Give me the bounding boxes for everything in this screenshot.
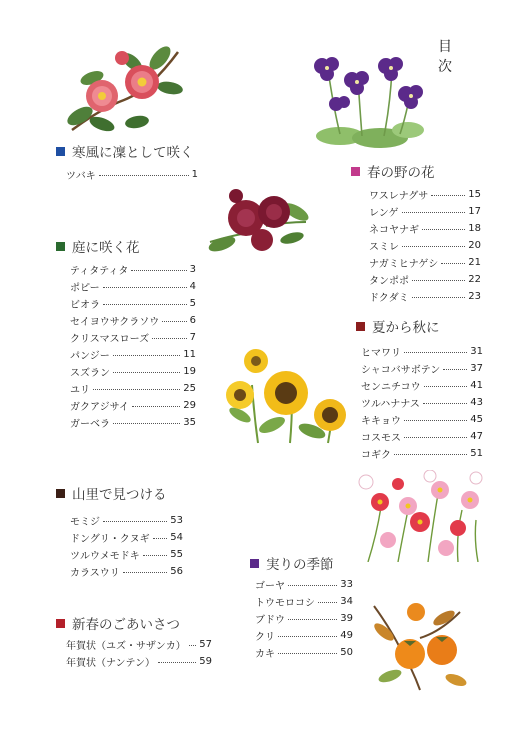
christmas-rose-illustration (206, 182, 312, 262)
toc-entry[interactable]: スズラン 19 (70, 366, 196, 379)
toc-entry[interactable]: トウモロコシ 34 (255, 596, 353, 609)
section-title: 庭に咲く花 (72, 240, 140, 256)
toc-entry[interactable]: コギク 51 (361, 448, 483, 461)
toc-entry[interactable]: カラスウリ 56 (70, 566, 183, 579)
toc-entry[interactable]: モミジ 53 (70, 515, 183, 528)
section-marker-magenta (351, 167, 360, 176)
toc-entry[interactable]: センニチコウ 41 (361, 380, 483, 393)
section-garden (56, 237, 196, 431)
toc-entry[interactable]: ユリ 25 (70, 383, 196, 396)
toc-entry[interactable]: ガクアジサイ 29 (70, 400, 196, 413)
section-winter (56, 142, 198, 183)
cosmos-illustration (358, 470, 486, 562)
toc-entry[interactable]: ポピー 4 (70, 281, 196, 294)
section-title: 新春のごあいさつ (72, 617, 180, 633)
toc-entry[interactable]: ナガミヒナゲシ 21 (369, 257, 481, 270)
toc-entry[interactable]: クリ 49 (255, 630, 353, 643)
section-marker-blue (56, 147, 65, 156)
toc-entry[interactable]: クリスマスローズ 7 (70, 332, 196, 345)
section-marker-maroon (356, 322, 365, 331)
toc-entry[interactable]: パンジー 11 (70, 349, 196, 362)
section-countryside (56, 484, 183, 580)
violet-illustration (300, 50, 432, 152)
toc-entry[interactable]: シャコバサボテン 37 (361, 363, 483, 376)
section-title: 山里で見つける (72, 487, 167, 503)
section-marker-red (56, 619, 65, 628)
toc-entry[interactable]: カキ 50 (255, 647, 353, 660)
section-new-year (56, 614, 212, 670)
section-title: 春の野の花 (367, 165, 435, 181)
section-harvest (250, 554, 353, 661)
toc-entry[interactable]: コスモス 47 (361, 431, 483, 444)
toc-entry[interactable]: 年賀状（ユズ・サザンカ） 57 (66, 639, 212, 652)
persimmon-illustration (360, 598, 476, 694)
toc-entry[interactable]: ワスレナグサ 15 (369, 189, 481, 202)
toc-entry[interactable]: キキョウ 45 (361, 414, 483, 427)
page-title: 目 次 (438, 39, 494, 75)
toc-entry[interactable]: ブドウ 39 (255, 613, 353, 626)
toc-entry[interactable]: セイヨウサクラソウ 6 (70, 315, 196, 328)
toc-entry[interactable]: タンポポ 22 (369, 274, 481, 287)
toc-entry[interactable]: ツバキ 1 (66, 169, 198, 182)
toc-entry[interactable]: ネコヤナギ 18 (369, 223, 481, 236)
toc-entry[interactable]: ビオラ 5 (70, 298, 196, 311)
camellia-illustration (62, 38, 186, 140)
toc-entry[interactable]: ティタティタ 3 (70, 264, 196, 277)
toc-entry[interactable]: スミレ 20 (369, 240, 481, 253)
toc-entry[interactable]: ゴーヤ 33 (255, 579, 353, 592)
section-marker-green (56, 242, 65, 251)
section-marker-dark-brown (56, 489, 65, 498)
section-summer-autumn (356, 317, 483, 462)
section-title: 夏から秋に (372, 320, 440, 336)
toc-entry[interactable]: ドクダミ 23 (369, 291, 481, 304)
toc-entry[interactable]: ドングリ・クヌギ 54 (70, 532, 183, 545)
toc-entry[interactable]: ツルウメモドキ 55 (70, 549, 183, 562)
section-spring-fields (351, 162, 481, 305)
section-title: 寒風に凜として咲く (72, 145, 194, 161)
toc-entry[interactable]: ヒマワリ 31 (361, 346, 483, 359)
sunflower-illustration (222, 345, 350, 445)
toc-entry[interactable]: レンゲ 17 (369, 206, 481, 219)
section-marker-purple (250, 559, 259, 568)
toc-entry[interactable]: ツルハナナス 43 (361, 397, 483, 410)
toc-entry[interactable]: ガーベラ 35 (70, 417, 196, 430)
toc-entry[interactable]: 年賀状（ナンテン） 59 (66, 656, 212, 669)
section-title: 実りの季節 (266, 557, 334, 573)
